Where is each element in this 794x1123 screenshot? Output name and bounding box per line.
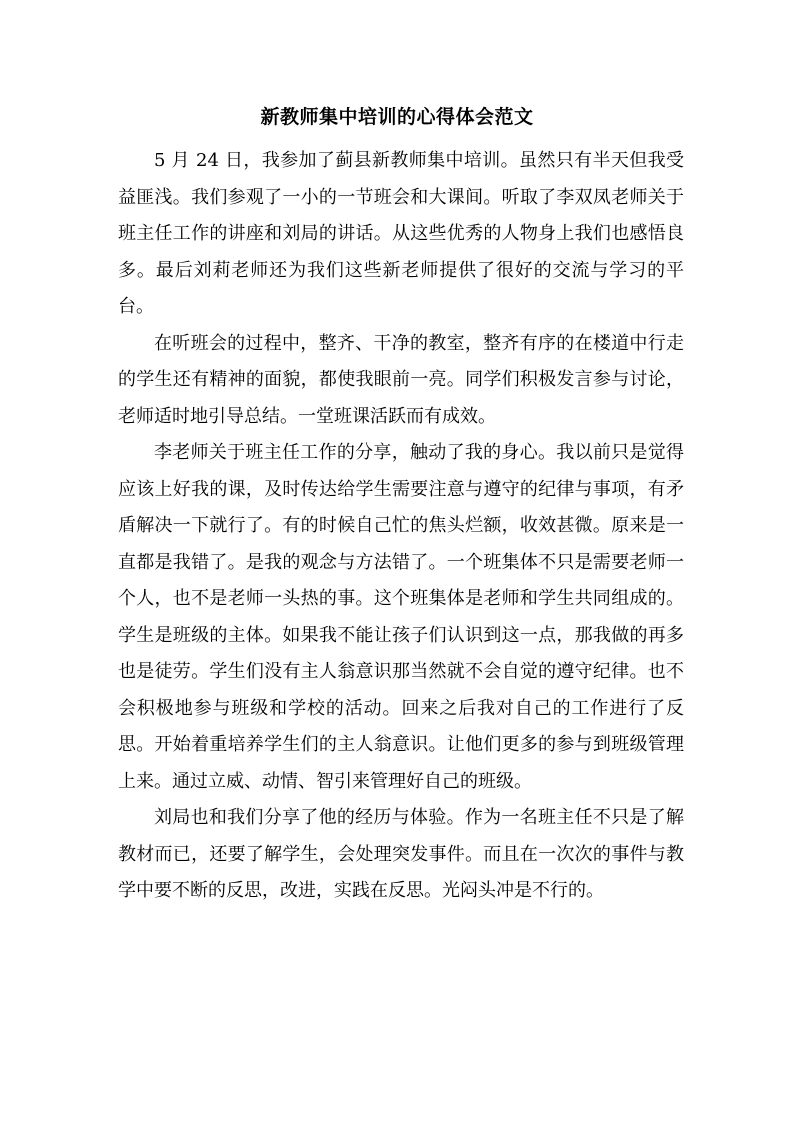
- document-title: 新教师集中培训的心得体会范文: [260, 106, 534, 128]
- paragraph-2: 在听班会的过程中，整齐、干净的教室，整齐有序的在楼道中行走的学生还有精神的面貌，都使我眼前一亮。同学们积极发言参与讨论，老师适时地引导总结。一堂班课活跃而有成效。: [118, 332, 684, 427]
- document-body: [118, 143, 684, 910]
- paragraph-1: 5 月 24 日，我参加了蓟县新教师集中培训。虽然只有半天但我受益匪浅。我们参观了一小的一节班会和大课间。听取了李双凤老师关于班主任工作的讲座和刘局的讲话。从这些优秀的人物身上我们也感悟良多。最后刘莉老师还为我们这些新老师提供了很好的交流与学习的平台。: [118, 150, 684, 317]
- paragraph-4: 刘局也和我们分享了他的经历与体验。作为一名班主任不只是了解教材而已，还要了解学生，会处理突发事件。而且在一次次的事件与教学中要不断的反思，改进，实践在反思。光闷头冲是不行的。: [118, 807, 684, 901]
- paragraph-3: 李老师关于班主任工作的分享，触动了我的身心。我以前只是觉得应该上好我的课，及时传达给学生需要注意与遵守的纪律与事项，有矛盾解决一下就行了。有的时候自己忙的焦头烂额，收效甚微。原来是一直都是我错了。是我的观念与方法错了。一个班集体不只是需要老师一个人，也不是老师一头热的事。这个班集体是老师和学生共同组成的。学生是班级的主体。如果我不能让孩子们认识到这一点，那我做的再多也是徒劳。学生们没有主人翁意识那当然就不会自觉的遵守纪律。也不会积极地参与班级和学校的活动。回来之后我对自己的工作进行了反思。开始着重培养学生们的主人翁意识。让他们更多的参与到班级管理上来。通过立威、动情、智引来管理好自己的班级。: [118, 442, 684, 792]
